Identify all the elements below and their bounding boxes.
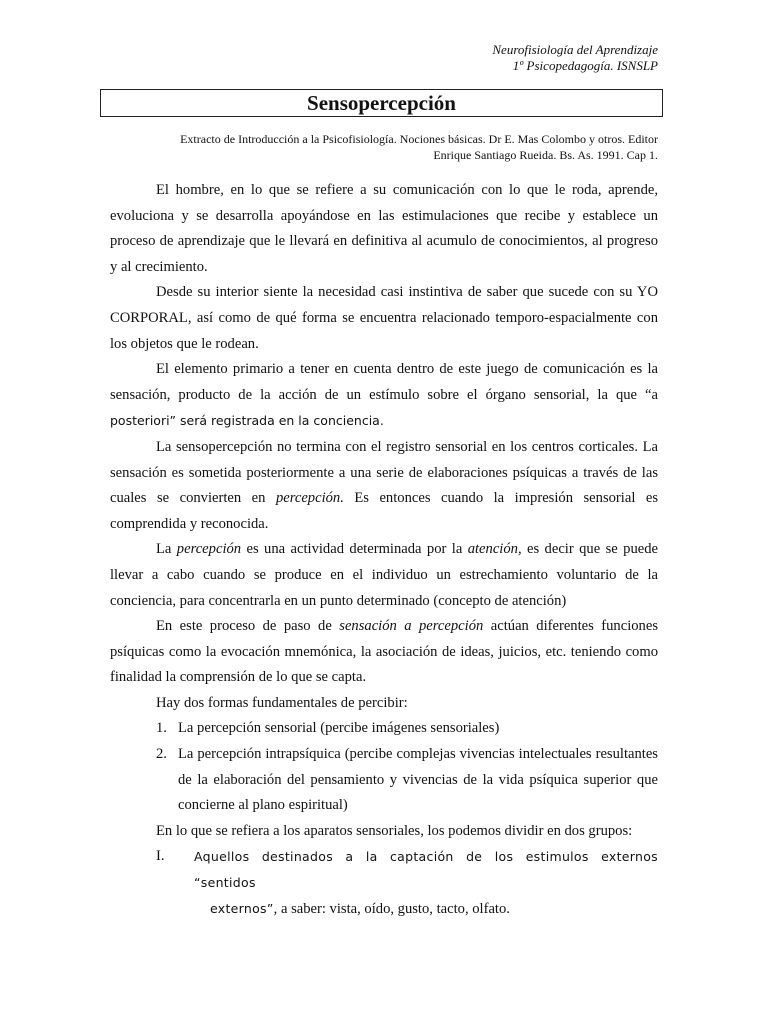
header-course: Neurofisiología del Aprendizaje <box>492 42 658 57</box>
paragraph: El hombre, en lo que se refiere a su comunicación con lo que le roda, aprende, evoluciona y se desarrolla apoyándose en las estimulaciones que recibe y establece un proceso de aprendizaje que le llevará en definitiva al acumulo de conocimientos, al progreso y al crecimiento. <box>110 182 658 275</box>
paragraph-text: La <box>156 541 177 558</box>
handwritten-style-text: posteriori” será registrada en la conciencia. <box>110 413 384 429</box>
paragraph: Hay dos formas fundamentales de percibir: <box>156 694 408 711</box>
header-institution: 1º Psicopedagogía. ISNSLP <box>512 58 658 73</box>
list-item-text: La percepción intrapsíquica (percibe complejas vivencias intelectuales resultantes de la elaboración del pensamiento y vivencias de la vida psíquica superior que concierne al plano espiritual) <box>178 746 658 814</box>
paragraph <box>110 614 658 691</box>
citation-line-2: Enrique Santiago Rueida. Bs. As. 1991. Cap 1. <box>433 148 658 162</box>
paragraph-text: Es entonces cuando la impresión sensorial es comprendida y reconocida. <box>110 490 659 532</box>
list-item-text: La percepción sensorial (percibe imágenes sensoriales) <box>178 720 500 737</box>
paragraph-text: La sensopercepción no termina con el registro sensorial en los centros corticales. La sensación es sometida posteriormente a una serie de elaboraciones psíquicas a través de las cuales se convierten en <box>110 438 658 507</box>
paragraph <box>110 537 658 614</box>
paragraph: Desde su interior siente la necesidad casi instintiva de saber que sucede con su YO CORPORAL, así como de qué forma se encuentra relacionado temporo-espacialmente con los objetos que le rodean. <box>110 284 658 352</box>
paragraph <box>110 357 658 435</box>
list-item <box>110 742 658 819</box>
group-item-text: Aquellos destinados a la captación de los estimulos externos “sentidos <box>194 849 658 891</box>
group-item <box>110 844 658 922</box>
emphasis: atención, <box>467 541 522 558</box>
group-item-continuation <box>194 896 658 923</box>
emphasis: sensación a percepción <box>339 618 484 635</box>
body-text <box>110 178 658 922</box>
paragraph-text: actúan diferentes funciones psíquicas como la evocación mnemónica, la asociación de ideas, juicios, etc. teniendo como finalidad la comprensión de lo que se capta. <box>110 618 658 686</box>
paragraph-text: es una actividad determinada por la <box>241 541 468 558</box>
emphasis: percepción <box>176 541 242 558</box>
perception-list <box>110 716 658 818</box>
list-item <box>110 716 658 742</box>
emphasis: percepción. <box>275 490 344 507</box>
paragraph-text: es decir que se puede llevar a cabo cuando se produce en el individuo un estrechamiento voluntario de la conciencia, para concentrarla en un punto determinado (concepto de atención) <box>110 541 658 609</box>
paragraph-text: En este proceso de paso de <box>156 618 340 635</box>
handwritten-style-text: externos” <box>210 900 274 916</box>
running-header <box>492 42 658 74</box>
citation-line-1: Extracto de Introducción a la Psicofisiología. Nociones básicas. Dr E. Mas Colombo y otros. Editor <box>180 132 658 146</box>
paragraph-text: El elemento primario a tener en cuenta dentro de este juego de comunicación es la sensación, producto de la acción de un estímulo sobre el órgano sensorial, la que “a <box>110 361 658 403</box>
list-number: 2. <box>156 746 167 763</box>
paragraph: En lo que se refiera a los aparatos sensoriales, los podemos dividir en dos grupos: <box>156 822 633 839</box>
paragraph <box>110 435 658 537</box>
source-citation <box>110 131 658 163</box>
group-item-text-end: , a saber: vista, oído, gusto, tacto, olfato. <box>273 900 510 917</box>
page-title: Sensopercepción <box>100 89 663 117</box>
list-number: 1. <box>156 720 167 737</box>
roman-number: I. <box>156 848 165 865</box>
